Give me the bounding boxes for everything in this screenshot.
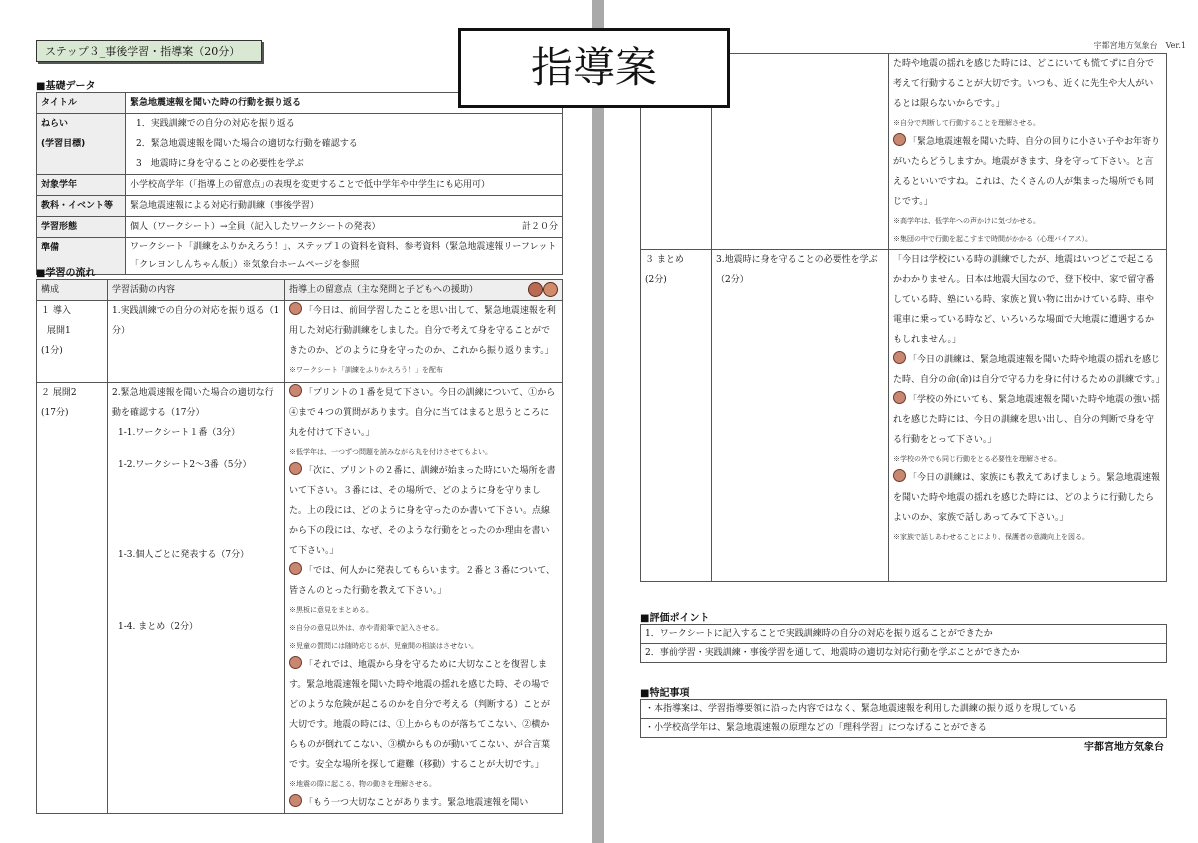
teacher-face-icon — [893, 133, 906, 146]
teacher-face-icon — [289, 562, 302, 575]
basic-value-title: 緊急地震速報を聞いた時の行動を振り返る — [126, 93, 563, 114]
goal-line: 2．緊急地震速報を聞いた場合の適切な行動を確認する — [136, 139, 358, 149]
basic-value-format: 個人（ワークシート）→全員（記入したワークシートの発表） — [130, 222, 381, 232]
structure-intro-time: (1分) — [41, 346, 63, 356]
step-title: ステップ３_事後学習・指導案（20分） — [36, 40, 262, 62]
teacher-speech: 「今日の訓練は、緊急地震速報を聞いた時や地震の揺れを感じた時、自分の命(命)は自分で守る力を身に付けるための訓練です。」 — [893, 350, 1162, 390]
left-page — [0, 0, 592, 843]
special-item: ・本指導案は、学習指導要領に沿った内容ではなく、緊急地震速報を利用した訓練の振り返りを現している — [641, 700, 1167, 719]
teacher-face-icon — [289, 656, 302, 669]
basic-data-heading: ■基礎データ — [36, 81, 96, 92]
teacher-speech: 「今日は学校にいる時の訓練でしたが、地震はいつどこで起こるかわかりません。日本は地震大国なので、登下校中、家で留守番している時、塾にいる時、家族と買い物に出かけている時、車や電車に乗っている時など、いろいろな場面で大地震に遭遇するかもしれません。」 — [893, 255, 1155, 345]
sub-activity: 1-2.ワークシート2～3番（5分） — [118, 460, 252, 470]
eval-table — [640, 624, 1167, 663]
teacher-note: ※児童の質問には随時応じるが、児童間の相談はさせない。 — [289, 642, 478, 650]
teacher-face-icon — [893, 469, 906, 482]
teacher-note: ※自分で判断して行動することを理解させる。 — [893, 119, 1040, 127]
teacher-face-icon — [893, 391, 906, 404]
teacher-speech: 「緊急地震速報を聞いた時、自分の回りに小さい子やお年寄りがいたらどうしますか。地震がきます、身を守って下さい。と言えるといいですね。これは、たくさんの人が集まった場所でも同じです。」 — [893, 132, 1162, 212]
teacher-speech: 「それでは、地震から身を守るために大切なことを復習します。緊急地震速報を聞いた時や地震の揺れを感じた時、その場でどのような危険が起こるのかを自分で考える（判断する）ことが大切です。地震の時には、①上からものが落ちてこない、②横からものが倒れてこない、③横からものが動いてこない、が合言葉です。安全な場所を探して避難（移動）することが大切です。」 — [289, 655, 558, 775]
right-page — [604, 0, 1198, 843]
basic-value-grade: 小学校高学年（｢指導上の留意点｣の表現を変更することで低中学年や中学生にも応用可） — [126, 175, 563, 196]
special-heading: ■特記事項 — [640, 688, 690, 699]
flow-table — [36, 279, 563, 814]
lesson-plan-title: 指導案 — [458, 28, 730, 108]
children-faces-icon — [528, 282, 558, 305]
teacher-speech: 「プリントの１番を見て下さい。今日の訓練について、①から④まで４つの質問があります。自分に当てはまると思うところに丸を付けて下さい。」 — [289, 383, 558, 443]
teacher-note: ※自分の意見以外は、赤や青鉛筆で記入させる。 — [289, 624, 443, 632]
goal-line: 3 地震時に身を守ることの必要性を学ぶ — [136, 159, 304, 169]
structure-develop-time: (17分) — [41, 408, 69, 418]
teacher-face-icon — [893, 351, 906, 364]
header-right: 宇都宮地方気象台 Ver.1 — [1093, 41, 1186, 50]
teacher-note: ※黒板に意見をまとめる。 — [289, 606, 373, 614]
teacher-note: ※学校の外でも同じ行動をとる必要性を理解させる。 — [893, 455, 1061, 463]
teacher-speech: 「学校の外にいても、緊急地震速報を聞いた時や地震の強い揺れを感じた時には、今日の訓練を思い出し、自分の判断で身を守る行動をとって下さい。」 — [893, 390, 1162, 450]
structure-intro: １ 導入 — [41, 306, 71, 316]
teacher-note: ※集団の中で行動を起こすまで時間がかかる（心理バイアス）。 — [893, 235, 1093, 243]
teacher-note: ※家族で話しあわせることにより、保護者の意識向上を図る。 — [893, 533, 1089, 541]
page-gutter — [592, 0, 604, 843]
teacher-face-icon — [289, 794, 302, 807]
basic-data-table — [36, 92, 563, 275]
structure-summary: ３ まとめ — [645, 255, 684, 265]
basic-value-subject: 緊急地震速報による対応行動訓練（事後学習） — [126, 196, 563, 217]
teacher-face-icon — [289, 302, 302, 315]
col-header-structure: 構成 — [37, 280, 108, 301]
basic-label-prep: 準備 — [37, 238, 126, 275]
signature: 宇都宮地方気象台 — [1084, 742, 1164, 753]
teacher-face-icon — [289, 384, 302, 397]
teacher-speech: 「では、何人かに発表してもらいます。２番と３番について、皆さんのとった行動を教えて下さい。」 — [289, 561, 558, 601]
col-header-activity: 学習活動の内容 — [108, 280, 285, 301]
teacher-face-icon — [289, 462, 302, 475]
activity-1: 1.実践訓練での自分の対応を振り返る（1分） — [108, 301, 285, 383]
teacher-note: ※地震の際に起こる、物の動きを理解させる。 — [289, 780, 436, 788]
activity-2: 2.緊急地震速報を聞いた場合の適切な行動を確認する（17分） — [112, 388, 274, 418]
teacher-speech: た時や地震の揺れを感じた時には、どこにいても慌てずに自分で考えて行動することが大切です。いつも、近くに先生や大人がいるとは限らないからです。」 — [893, 59, 1155, 109]
teacher-speech: 「次に、プリントの２番に、訓練が始まった時にいた場所を書いて下さい。３番には、その場所で、どのように身を守りました。上の段には、どのように身を守ったのか書いて下さい。点線から下の段には、なぜ、そのような行動をとったのか理由を書いて下さい。」 — [289, 461, 558, 561]
sub-activity: 1-1.ワークシート１番（3分） — [118, 428, 241, 438]
basic-label-format: 学習形態 — [37, 217, 126, 238]
structure-summary-time: (2分) — [645, 275, 667, 285]
col-header-notes: 指導上の留意点（主な発問と子どもへの援助） — [289, 285, 479, 295]
flow-heading: ■学習の流れ — [36, 268, 96, 279]
special-item: ・小学校高学年は、緊急地震速報の原理などの「理科学習」につなげることができる — [641, 719, 1167, 738]
basic-label-title: タイトル — [37, 93, 126, 114]
flow-table-continued — [640, 53, 1167, 582]
basic-label-subject: 教科・イベント等 — [37, 196, 126, 217]
eval-item: 2．事前学習・実践訓練・事後学習を通して、地震時の適切な対応行動を学ぶことができたか — [641, 644, 1167, 663]
structure-intro-sub: 展開1 — [47, 326, 71, 336]
activity-3: 3.地震時に身を守ることの必要性を学ぶ（2分） — [712, 250, 889, 582]
teacher-note: ※高学年は、低学年への声かけに気づかせる。 — [893, 217, 1040, 225]
basic-label-goal: ねらい (学習目標) — [37, 114, 126, 175]
structure-develop: ２ 展開2 — [41, 388, 77, 398]
basic-value-prep: ワークシート「訓練をふりかえろう！」、ステップ１の資料を資料、参考資料（緊急地震速報リーフレット「クレヨンしんちゃん版」）※気象台ホームページを参照 — [126, 238, 563, 275]
teacher-note: ※ワークシート「訓練をふりかえろう！」を配布 — [289, 366, 443, 374]
teacher-speech: 「今日は、前回学習したことを思い出して、緊急地震速報を利用した対応行動訓練をしました。自分で考えて身を守ることができたのか、どのように身を守ったのか、これから振り返ります。」 — [289, 301, 558, 361]
basic-total-time: 計２０分 — [521, 222, 558, 232]
teacher-note: ※低学年は、一つずつ問題を読みながら丸を付けさせてもよい。 — [289, 448, 492, 456]
sub-activity: 1-3.個人ごとに発表する（7分） — [118, 550, 250, 560]
special-table — [640, 699, 1167, 738]
sub-activity: 1-4. まとめ（2分） — [118, 622, 198, 632]
teacher-speech: 「今日の訓練は、家族にも教えてあげましょう。緊急地震速報を聞いた時や地震の揺れを感じた時には、どのように行動したらよいのか、家族で話しあってみて下さい。」 — [893, 468, 1162, 528]
basic-label-grade: 対象学年 — [37, 175, 126, 196]
teacher-speech: 「もう一つ大切なことがあります。緊急地震速報を聞い — [289, 793, 558, 813]
eval-item: 1．ワークシートに記入することで実践訓練時の自分の対応を振り返ることができたか — [641, 625, 1167, 644]
goal-line: 1．実践訓練での自分の対応を振り返る — [136, 119, 295, 129]
eval-heading: ■評価ポイント — [640, 613, 710, 624]
